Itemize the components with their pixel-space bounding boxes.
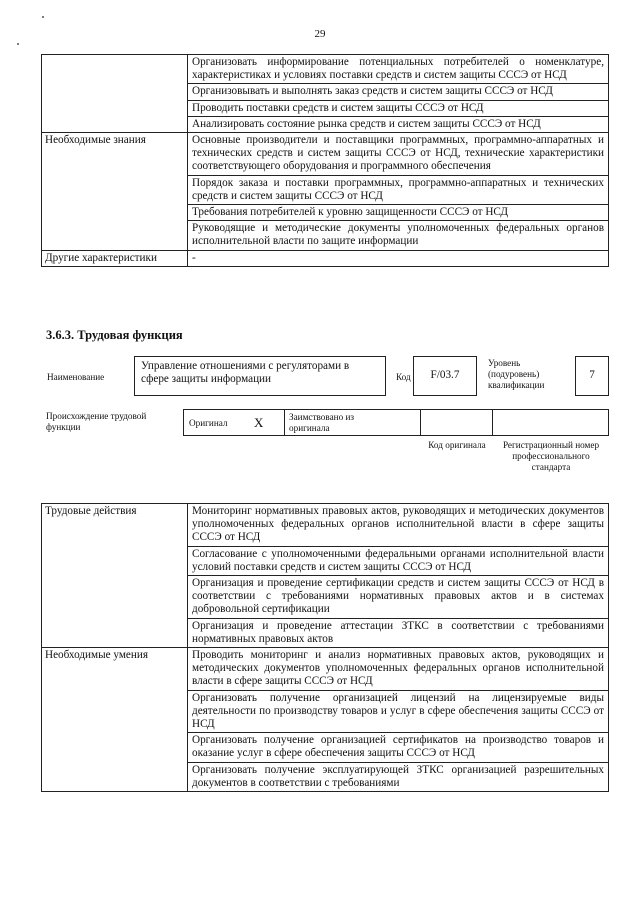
table-cell: Организовать получение эксплуатирующей ЗТКС организацией разрешительных документов в соответствии с требованиями [188, 762, 609, 791]
scan-dot [42, 16, 44, 18]
level-value: 7 [589, 369, 595, 381]
code-box [413, 356, 477, 396]
code-original-caption: Код оригинала [428, 440, 486, 450]
table-cell: Мониторинг нормативных правовых актов, руководящих и методических документов уполномоченных федеральных органов исполнительной власти в сфере защиты СССЭ от НСД [188, 504, 609, 547]
table-cell: - [188, 250, 609, 266]
table-cell: Организовать информирование потенциальных потребителей о номенклатуре, характеристиках и условиях поставки средств и систем защиты СССЭ от НСД [188, 55, 609, 84]
level-label: Уровень (подуровень) квалификации [488, 358, 545, 390]
origin-label: Происхождение трудовой функции [46, 411, 147, 432]
origin-divider [492, 409, 493, 436]
level-box [575, 356, 609, 396]
origin-divider [420, 409, 421, 436]
table-cell: Основные производители и поставщики программных, программно-аппаратных и технических средств и систем защиты СССЭ от НСД, технические характеристики соответствующего оборудования и программного обеспечения [188, 133, 609, 176]
table-cell: Организация и проведение сертификации средств и систем защиты СССЭ от НСД в соответствии с требованиями нормативных правовых актов и в системах добровольной сертификации [188, 576, 609, 619]
reg-number-caption: Регистрационный номер профессионального стандарта [502, 440, 600, 472]
code-value: F/03.7 [430, 369, 460, 381]
table-cell: Порядок заказа и поставки программных, программно-аппаратных и технических средств и систем защиты СССЭ от НСД [188, 175, 609, 204]
table-cell: Анализировать состояние рынка средств и систем защиты СССЭ от НСД [188, 116, 609, 132]
origin-divider [284, 409, 285, 436]
page-number: 29 [314, 28, 326, 40]
table-cell: Проводить поставки средств и систем защиты СССЭ от НСД [188, 100, 609, 116]
section-title: 3.6.3. Трудовая функция [46, 328, 183, 342]
table-cell: Согласование с уполномоченными федеральными органами исполнительной власти условий поставки средств и систем защиты СССЭ от НСД [188, 546, 609, 575]
work-actions-table [41, 503, 609, 792]
table-row [42, 250, 609, 266]
code-label: Код [396, 372, 411, 382]
function-name-box [134, 356, 386, 396]
skills-table-continued [41, 54, 609, 267]
table-row [42, 504, 609, 547]
row-label-actions: Трудовые действия [42, 504, 188, 648]
table-cell: Организация и проведение аттестации ЗТКС в соответствии с требованиями нормативных правовых актов [188, 618, 609, 647]
scan-dot [17, 43, 19, 45]
row-label-skills: Необходимые умения [42, 648, 188, 792]
function-name-value: Управление отношениями с регуляторами в сфере защиты информации [141, 360, 350, 385]
table-cell: Требования потребителей к уровню защищенности СССЭ от НСД [188, 205, 609, 221]
row-label [42, 55, 188, 133]
original-label: Оригинал [189, 418, 228, 428]
table-row [42, 133, 609, 176]
original-mark: X [254, 415, 264, 430]
table-cell: Организовать получение организацией лицензий на лицензируемые виды деятельности по производству товаров и услуг в сфере обеспечения защиты СССЭ от НСД [188, 690, 609, 733]
row-label-other: Другие характеристики [42, 250, 188, 266]
row-label-knowledge: Необходимые знания [42, 133, 188, 251]
name-label: Наименование [47, 372, 105, 382]
table-cell: Проводить мониторинг и анализ нормативных правовых актов, руководящих и методических документов уполномоченных федеральных органов исполнительной власти в сфере защиты СССЭ от НСД [188, 648, 609, 691]
borrowed-label: Заимствовано из оригинала [289, 412, 355, 433]
table-row [42, 648, 609, 691]
table-cell: Организовать получение организацией сертификатов на производство товаров и оказание услуг в сфере обеспечения защиты СССЭ от НСД [188, 733, 609, 762]
table-cell: Руководящие и методические документы уполномоченных федеральных органов исполнительной власти по защите информации [188, 221, 609, 250]
origin-box [183, 409, 609, 436]
table-cell: Организовывать и выполнять заказ средств и систем защиты СССЭ от НСД [188, 84, 609, 100]
table-row [42, 55, 609, 84]
